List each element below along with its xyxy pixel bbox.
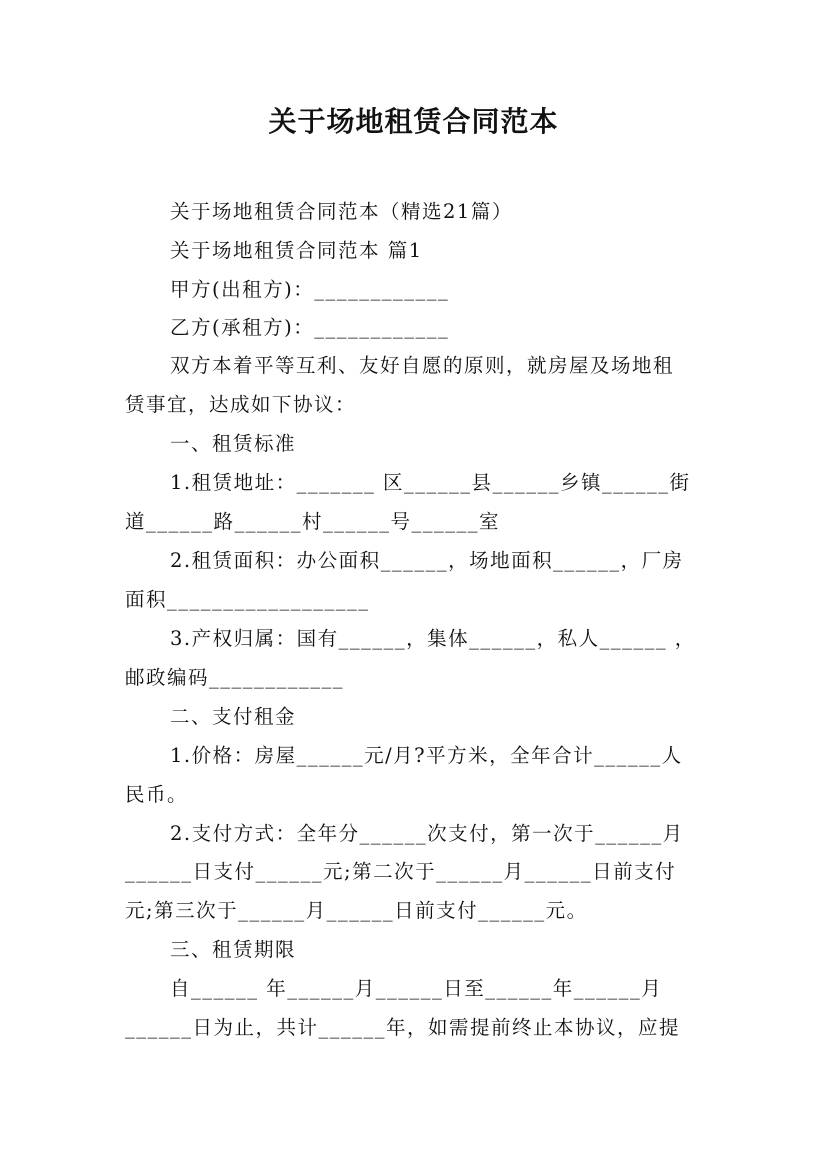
doc-line-paragraph: 双方本着平等互利、友好自愿的原则，就房屋及场地租 <box>170 354 675 377</box>
doc-line-party-b: 乙方(承租方)：____________ <box>170 316 450 339</box>
doc-line-section-heading: 关于场地租赁合同范本 篇1 <box>170 239 423 262</box>
doc-line-item: ______日为止，共计______年，如需提前终止本协议，应提 <box>125 1016 681 1039</box>
doc-line-heading: 一、租赁标准 <box>170 432 297 455</box>
doc-line-item: 元;第三次于______月______日前支付______元。 <box>125 899 588 922</box>
doc-line-item: ______日支付______元;第二次于______月______日前支付 <box>125 860 677 883</box>
doc-line-item: 民币。 <box>125 783 189 806</box>
doc-line-subtitle: 关于场地租赁合同范本（精选21篇） <box>170 200 513 223</box>
doc-line-item: 1.租赁地址：_______ 区______县______乡镇______街 <box>170 471 691 494</box>
doc-line-item: 2.租赁面积：办公面积______，场地面积______，厂房 <box>170 549 684 572</box>
doc-line-item: 邮政编码____________ <box>125 666 345 689</box>
doc-line-item: 3.产权归属：国有______，集体______，私人______ ， <box>170 627 696 650</box>
doc-line-item: 道______路______村______号______室 <box>125 510 501 533</box>
doc-line-item: 1.价格：房屋______元/月?平方米，全年合计______人 <box>170 744 683 767</box>
doc-line-heading: 二、支付租金 <box>170 705 297 728</box>
doc-line-item: 2.支付方式：全年分______次支付，第一次于______月 <box>170 822 684 845</box>
doc-line-party-a: 甲方(出租方)：____________ <box>170 278 450 301</box>
document-title: 关于场地租赁合同范本 <box>268 105 559 138</box>
doc-line-paragraph: 赁事宜，达成如下协议： <box>125 393 357 416</box>
doc-line-item: 自______ 年______月______日至______年______月 <box>170 977 663 1000</box>
doc-line-item: 面积__________________ <box>125 588 370 611</box>
doc-line-heading: 三、租赁期限 <box>170 938 297 961</box>
